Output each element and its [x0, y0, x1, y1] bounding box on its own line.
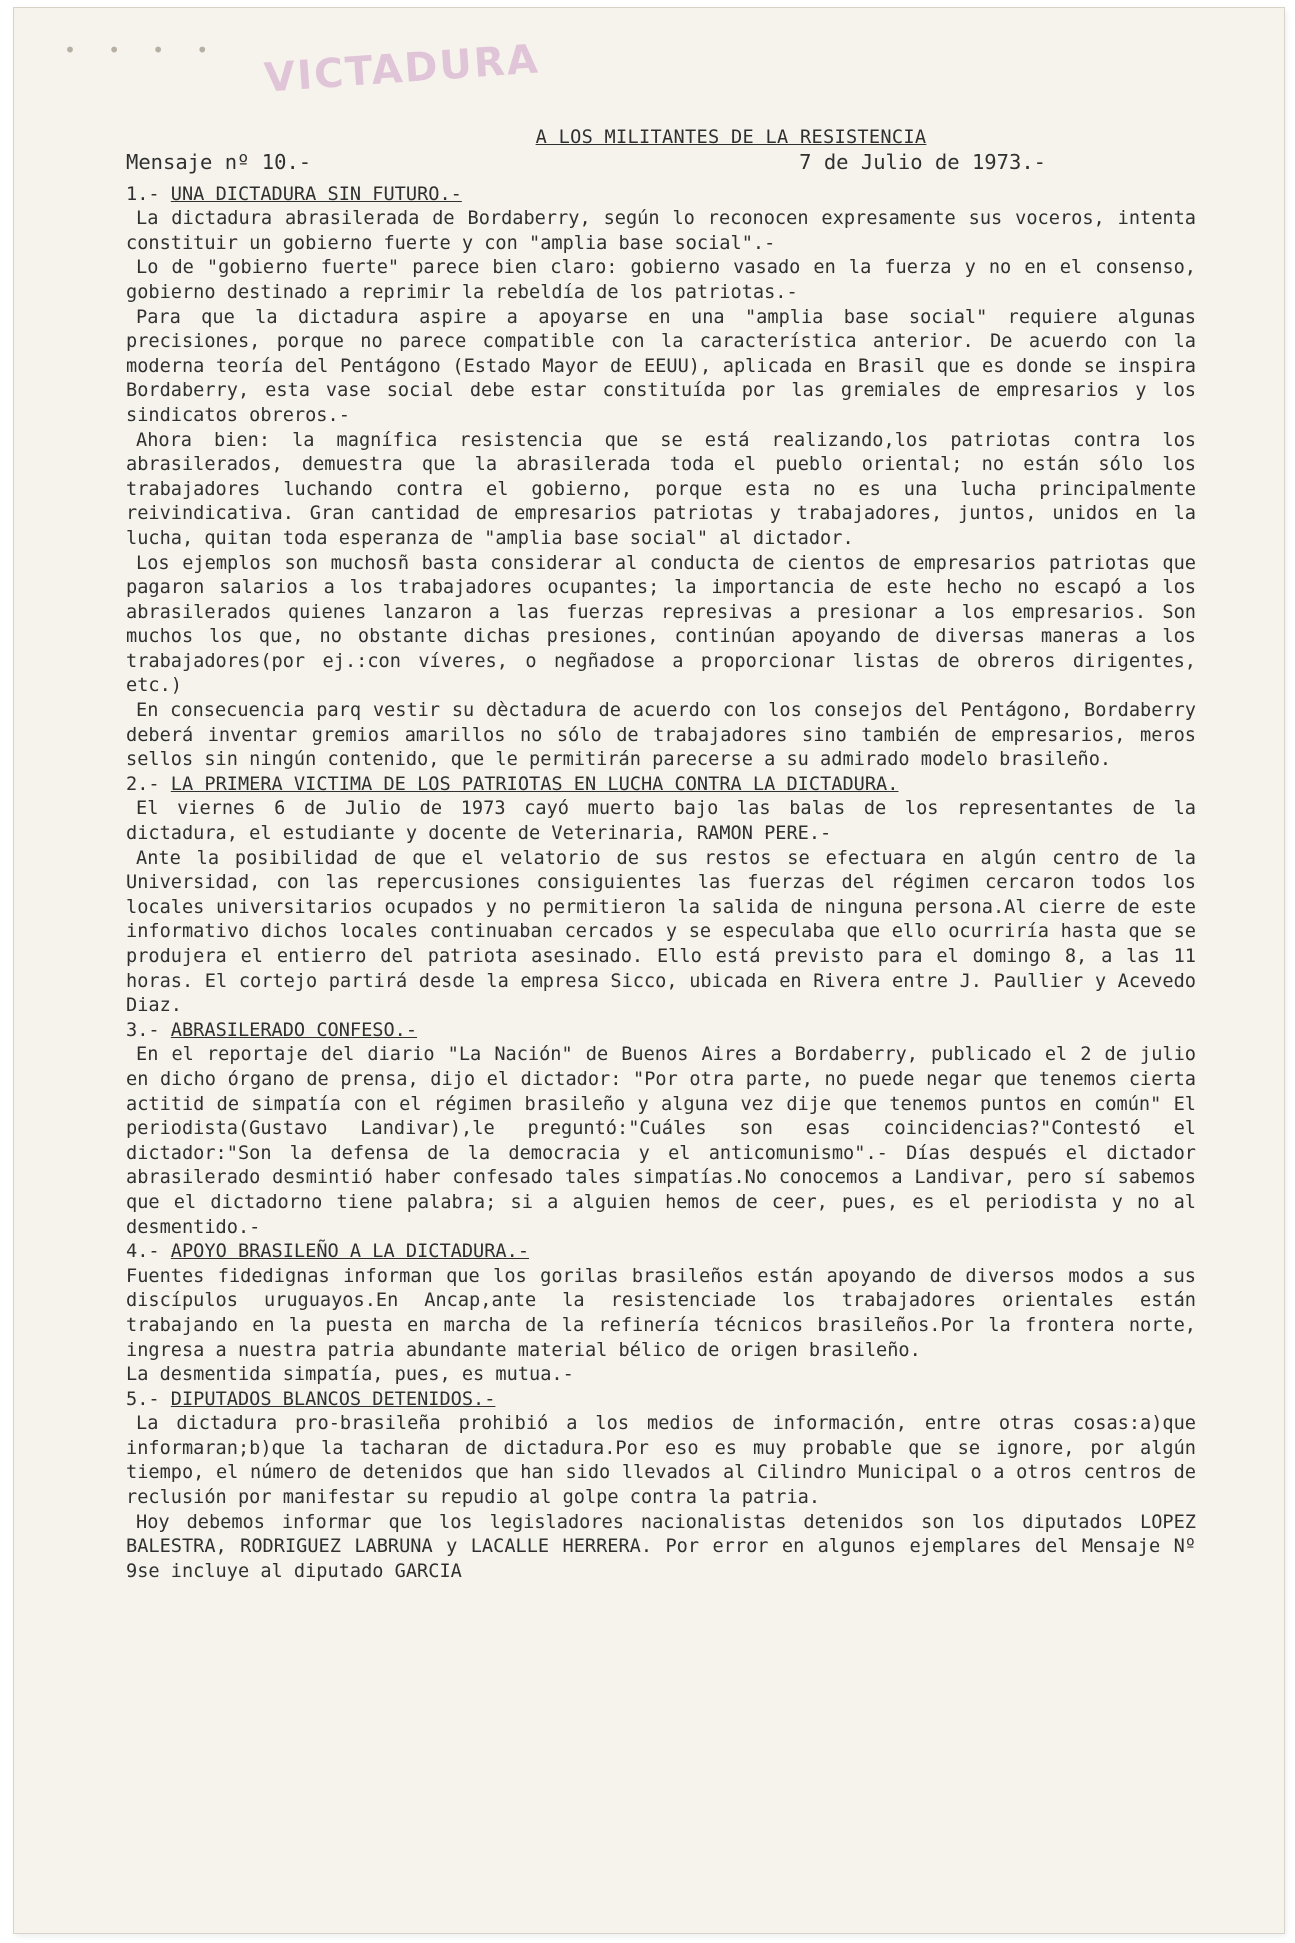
section-title: ABRASILERADO CONFESO.-: [170, 1019, 418, 1041]
section-heading: [126, 1388, 1196, 1413]
paragraph: Ante la posibilidad de que el velatorio de sus restos se efectuara en algún centro de la Universidad, con las repercusiones consiguientes las fuerzas del régimen cercaron todos los locales universitarios ocupados y no permitieron la salida de ninguna persona.Al cierre de este informativo dichos locales continuaban cercados y se especulaba que ello ocurriría hasta que se produjera el entierro del patriota asesinado. Ello está previsto para el domingo 8, a las 11 horas. El cortejo partirá desde la empresa Sicco, ubicada en Rivera entre J. Paullier y Acevedo Diaz.: [126, 847, 1196, 1017]
paragraph: Hoy debemos informar que los legisladores nacionalistas detenidos son los diputados LOPEZ BALESTRA, RODRIGUEZ LABRUNA y LACALLE HERRERA. Por error en algunos ejemplares del Mensaje Nº 9se incluye al diputado GARCIA: [126, 1511, 1196, 1582]
paragraph: La dictadura abrasilerada de Bordaberry, según lo reconocen expresamente sus voceros, intenta constituir un gobierno fuerte y con "amplia base social".-: [126, 208, 1196, 254]
paragraph: Fuentes fidedignas informan que los gorilas brasileños están apoyando de diversos modos a sus discípulos uruguayos.En Ancap,ante la resistenciade los trabajadores orientales están trabajando en la puesta en marcha de la refinería técnicos brasileños.Por la frontera norte, ingresa a nuestra patria abundante material bélico de origen brasileño.: [126, 1265, 1196, 1361]
paragraph: Los ejemplos son muchosñ basta considerar al conducta de cientos de empresarios patriotas que pagaron salarios a los trabajadores ocupantes; la importancia de este hecho no escapó a los abrasilerados quienes lanzaron a las fuerzas represivas a presionar a los empresarios. Son muchos los que, no obstante dichas presiones, continúan apoyando de diversas maneras a los trabajadores(por ej.:con víveres, o negñadose a proporcionar listas de obreros dirigentes, etc.): [126, 552, 1196, 697]
message-number: Mensaje nº 10.-: [126, 150, 312, 174]
headline: A LOS MILITANTES DE LA RESISTENCIA: [535, 127, 927, 148]
section-title: DIPUTADOS BLANCOS DETENIDOS.-: [170, 1388, 496, 1410]
section-number: 4.-: [126, 1241, 160, 1263]
section-heading: [126, 183, 1196, 208]
section-number: 2.-: [126, 773, 160, 795]
document-sheet: [14, 8, 1284, 1933]
section-number: 1.-: [126, 183, 160, 205]
section-title: APOYO BRASILEÑO A LA DICTADURA.-: [170, 1241, 530, 1263]
paragraph: El viernes 6 de Julio de 1973 cayó muerto bajo las balas de los representantes de la dictadura, el estudiante y docente de Veterinaria, RAMON PERE.-: [126, 798, 1196, 845]
message-row: [126, 150, 1196, 175]
paragraph: En el reportaje del diario "La Nación" de Buenos Aires a Bordaberry, publicado el 2 de julio en dicho órgano de prensa, dijo el dictador: "Por otra parte, no puede negar que tenemos cierta actitid de simpatía con el régimen brasileño y alguna vez dije que tenemos puntos en común" El periodista(Gustavo Landivar),le preguntó:"Cuáles son esas coincidencias?"Contestó el dictador:"Son la defensa de la democracia y el anticomunismo".- Días después el dictador abrasilerado desmintió haber confesado tales simpatías.No conocemos a Landivar, pero sí sabemos que el dictadorno tiene palabra; si a alguien hemos de ceer, pues, es el periodista y no al desmentido.-: [126, 1044, 1196, 1238]
section-number: 3.-: [126, 1019, 160, 1041]
section-1: [126, 183, 1196, 773]
message-date: 7 de Julio de 1973.-: [799, 150, 1046, 174]
document-body: [126, 126, 1196, 1584]
paragraph: Lo de "gobierno fuerte" parece bien claro: gobierno vasado en la fuerza y no en el consenso, gobierno destinado a reprimir la rebeldía de los patriotas.-: [126, 257, 1196, 303]
paragraph: Para que la dictadura aspire a apoyarse en una "amplia base social" requiere algunas precisiones, porque no parece compatible con la característica anterior. De acuerdo con la moderna teoría del Pentágono (Estado Mayor de EEUU), aplicada en Brasil que es donde se inspira Bordaberry, esta vase social debe estar constituída por las gremiales de empresarios y los sindicatos obreros.-: [126, 306, 1196, 426]
section-5: [126, 1388, 1196, 1585]
section-heading: [126, 1019, 1196, 1044]
paragraph: La desmentida simpatía, pues, es mutua.-: [126, 1364, 574, 1386]
section-4: [126, 1240, 1196, 1388]
headline-row: [126, 126, 1196, 150]
section-3: [126, 1019, 1196, 1240]
section-title: UNA DICTADURA SIN FUTURO.-: [170, 183, 462, 205]
paragraph: En consecuencia parq vestir su dèctadura de acuerdo con los consejos del Pentágono, Bordaberry deberá inventar gremios amarillos no sólo de trabajadores sino también de empresarios, meros sellos sin ningún contenido, que le permitirán parecerse a su admirado modelo brasileño.: [126, 700, 1196, 771]
section-heading: [126, 773, 1196, 798]
section-title: LA PRIMERA VICTIMA DE LOS PATRIOTAS EN LUCHA CONTRA LA DICTADURA.: [170, 773, 899, 795]
section-heading: [126, 1240, 1196, 1265]
paragraph: Ahora bien: la magnífica resistencia que se está realizando,los patriotas contra los abrasilerados, demuestra que la abrasilerada toda el pueblo oriental; no están sólo los trabajadores luchando contra el gobierno, porque esta no es una lucha principalmente reivindicativa. Gran cantidad de empresarios patriotas y trabajadores, juntos, unidos en la lucha, quitan toda esperanza de "amplia base social" al dictador.: [126, 429, 1196, 549]
section-number: 5.-: [126, 1388, 160, 1410]
stamp-mark: VICTADURA: [262, 36, 542, 102]
staple-holes: • • • •: [64, 38, 219, 62]
section-2: [126, 773, 1196, 1019]
paragraph: La dictadura pro-brasileña prohibió a los medios de información, entre otras cosas:a)que informaran;b)que la tacharan de dictadura.Por eso es muy probable que se ignore, por algún tiempo, el número de detenidos que han sido llevados al Cilindro Municipal o a otros centros de reclusión por manifestar su repudio al golpe contra la patria.: [126, 1413, 1196, 1509]
